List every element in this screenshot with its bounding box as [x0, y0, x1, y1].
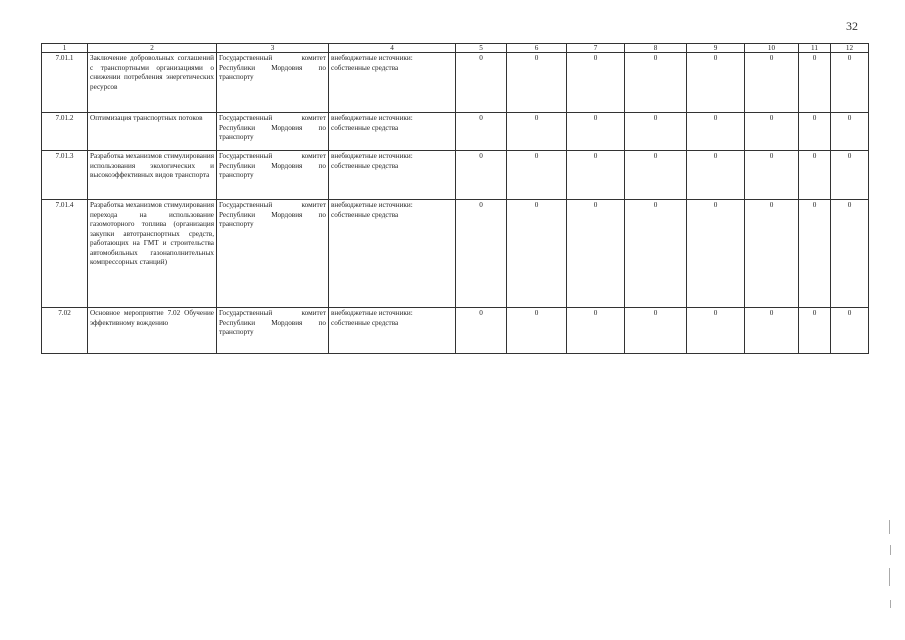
row-value: 0: [745, 308, 799, 354]
row-value: 0: [456, 200, 507, 308]
row-value: 0: [456, 151, 507, 200]
column-header: 4: [329, 44, 456, 53]
row-code: 7.01.4: [42, 200, 88, 308]
row-value: 0: [831, 308, 869, 354]
row-value: 0: [687, 113, 745, 151]
row-source: внебюджетные источники: собственные средства: [329, 308, 456, 354]
row-value: 0: [456, 308, 507, 354]
scan-artifact: [889, 520, 890, 534]
row-value: 0: [745, 151, 799, 200]
column-header: 2: [88, 44, 217, 53]
row-value: 0: [625, 113, 687, 151]
row-value: 0: [687, 308, 745, 354]
row-value: 0: [567, 200, 625, 308]
row-value: 0: [507, 200, 567, 308]
page-number: 32: [846, 19, 858, 33]
row-value: 0: [799, 151, 831, 200]
column-header: 11: [799, 44, 831, 53]
row-value: 0: [456, 113, 507, 151]
row-value: 0: [831, 113, 869, 151]
table-row: [42, 151, 869, 200]
row-value: 0: [687, 151, 745, 200]
column-header: 6: [507, 44, 567, 53]
row-source: внебюджетные источники: собственные средства: [329, 53, 456, 113]
row-value: 0: [456, 53, 507, 113]
row-value: 0: [831, 53, 869, 113]
row-executor: Государственный комитет Республики Мордовия по транспорту: [217, 308, 329, 354]
row-value: 0: [831, 151, 869, 200]
row-value: 0: [799, 113, 831, 151]
column-header: 5: [456, 44, 507, 53]
column-header: 12: [831, 44, 869, 53]
row-executor: Государственный комитет Республики Мордовия по транспорту: [217, 200, 329, 308]
row-code: 7.02: [42, 308, 88, 354]
row-name: Основное мероприятие 7.02 Обучение эффективному вождению: [88, 308, 217, 354]
table-row: [42, 200, 869, 308]
table-row: [42, 308, 869, 354]
row-value: 0: [799, 53, 831, 113]
column-header: 10: [745, 44, 799, 53]
row-code: 7.01.3: [42, 151, 88, 200]
row-executor: Государственный комитет Республики Мордовия по транспорту: [217, 113, 329, 151]
row-value: 0: [567, 308, 625, 354]
row-value: 0: [745, 113, 799, 151]
row-name: Заключение добровольных соглашений с транспортными организациями о снижении потребления энергетических ресурсов: [88, 53, 217, 113]
column-header: 9: [687, 44, 745, 53]
row-executor: Государственный комитет Республики Мордовия по транспорту: [217, 53, 329, 113]
row-value: 0: [745, 200, 799, 308]
table-header-row: [42, 44, 869, 53]
row-value: 0: [625, 200, 687, 308]
row-value: 0: [687, 53, 745, 113]
column-header: 7: [567, 44, 625, 53]
column-header: 1: [42, 44, 88, 53]
row-value: 0: [507, 308, 567, 354]
row-name: Разработка механизмов стимулирования перехода на использование газомоторного топлива (организация закупки автотранспортных средств, работающих на ГМТ и строительства автомобильных газонаполнительных компрессорных станций): [88, 200, 217, 308]
scan-artifact: [890, 600, 891, 608]
column-header: 3: [217, 44, 329, 53]
row-source: внебюджетные источники: собственные средства: [329, 200, 456, 308]
row-source: внебюджетные источники: собственные средства: [329, 113, 456, 151]
row-value: 0: [567, 53, 625, 113]
row-value: 0: [625, 53, 687, 113]
scan-artifact: [890, 545, 891, 555]
row-value: 0: [567, 113, 625, 151]
row-executor: Государственный комитет Республики Мордовия по транспорту: [217, 151, 329, 200]
row-value: 0: [745, 53, 799, 113]
table-row: [42, 113, 869, 151]
column-header: 8: [625, 44, 687, 53]
row-value: 0: [507, 113, 567, 151]
row-name: Разработка механизмов стимулирования использования экологических и высокоэффективных видов транспорта: [88, 151, 217, 200]
row-code: 7.01.2: [42, 113, 88, 151]
row-source: внебюджетные источники: собственные средства: [329, 151, 456, 200]
table-row: [42, 53, 869, 113]
row-value: 0: [687, 200, 745, 308]
row-value: 0: [507, 151, 567, 200]
expenditure-table: [41, 43, 869, 354]
row-value: 0: [567, 151, 625, 200]
row-name: Оптимизация транспортных потоков: [88, 113, 217, 151]
row-value: 0: [507, 53, 567, 113]
row-value: 0: [625, 308, 687, 354]
row-value: 0: [625, 151, 687, 200]
row-value: 0: [831, 200, 869, 308]
row-value: 0: [799, 200, 831, 308]
row-value: 0: [799, 308, 831, 354]
scan-artifact: [889, 568, 890, 586]
row-code: 7.01.1: [42, 53, 88, 113]
